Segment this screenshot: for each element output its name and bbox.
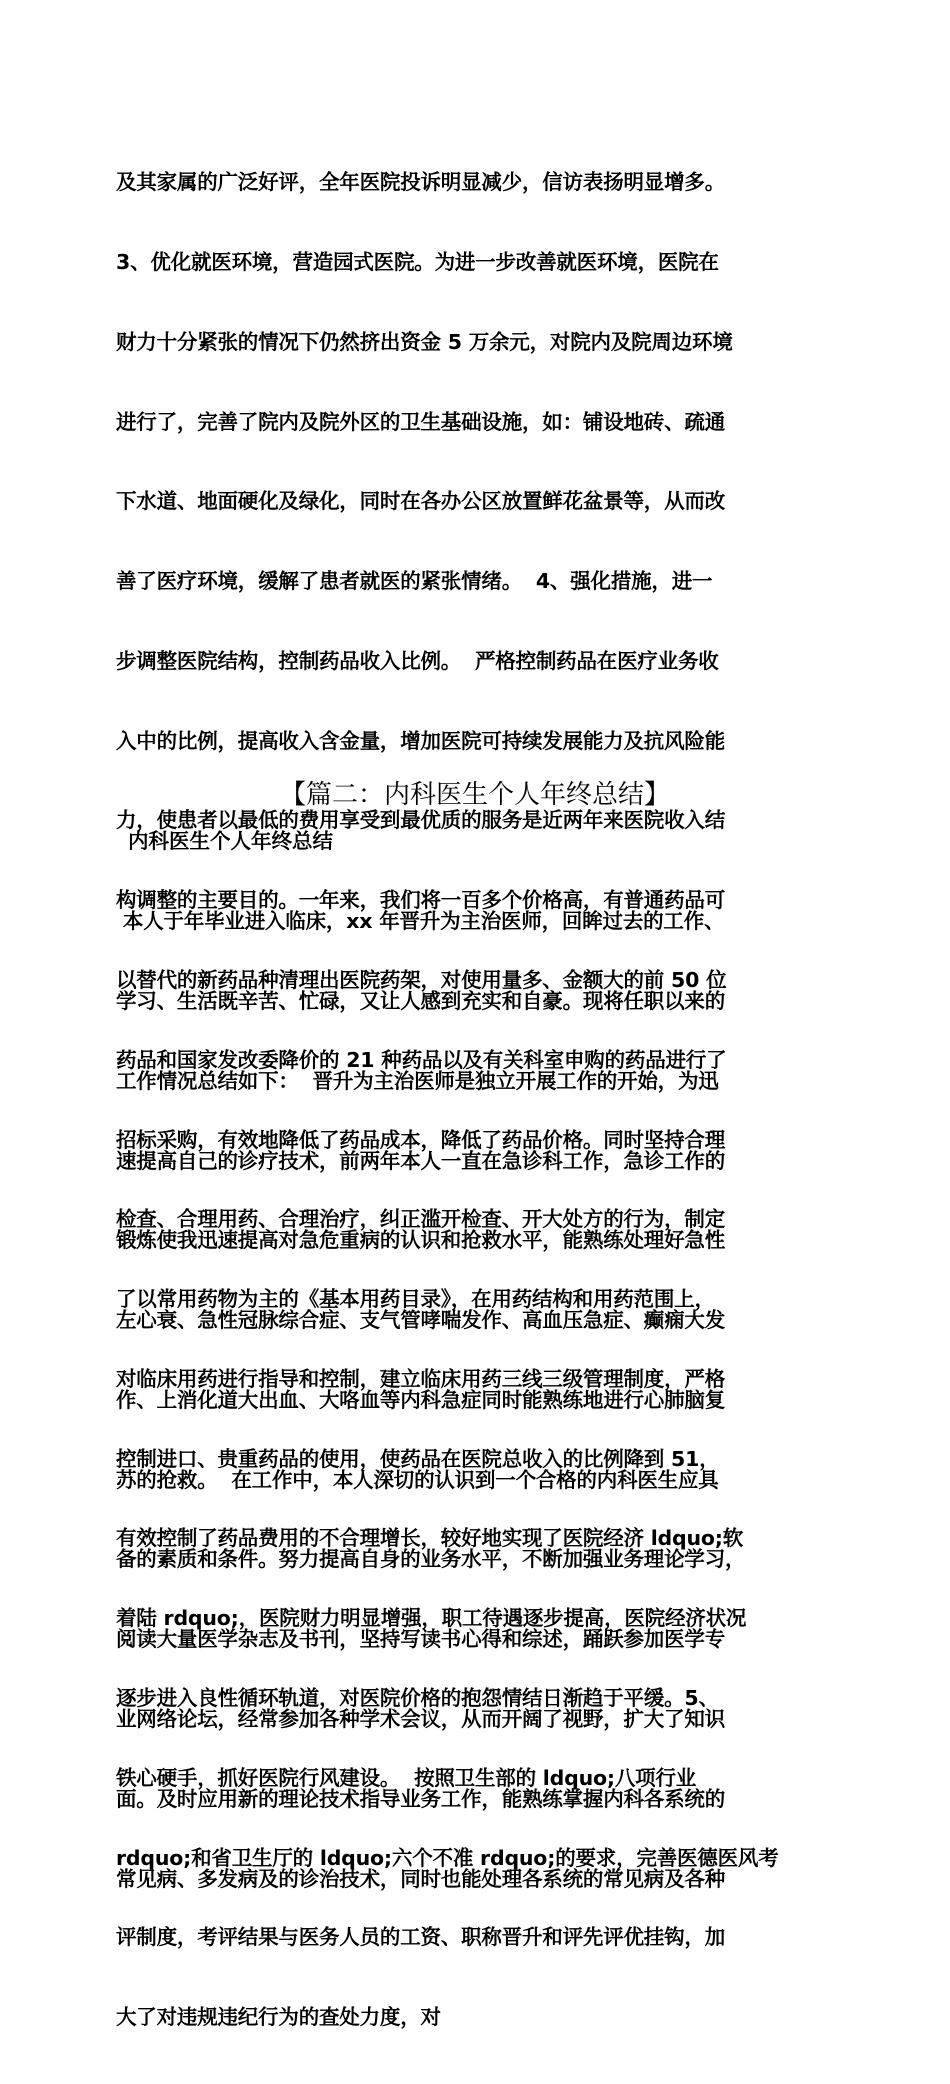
text-line: 备的素质和条件。努力提高自身的业务水平，不断加强业务理论学习， <box>116 1547 746 1572</box>
text-line: 阅读大量医学杂志及书刊，坚持写读书心得和综述，踊跃参加医学专 <box>116 1627 725 1652</box>
text-line: 控制进口、贵重药品的使用，使药品在医院总收入的比例降到 51， <box>116 1446 720 1471</box>
text-line: 招标采购，有效地降低了药品成本，降低了药品价格。同时坚持合理 <box>116 1127 725 1152</box>
text-line: rdquo;和省卫生厅的 ldquo;六个不准 rdquo;的要求，完善医德医风考 <box>116 1845 779 1870</box>
text-line: 常见病、多发病及的诊治技术，同时也能处理各系统的常见病及各种 <box>116 1866 725 1891</box>
text-line: 速提高自己的诊疗技术，前两年本人一直在急诊科工作，急诊工作的 <box>116 1148 725 1173</box>
text-line: 步调整医院结构，控制药品收入比例。 严格控制药品在医疗业务收 <box>116 648 719 673</box>
text-line: 下水道、地面硬化及绿化，同时在各办公区放置鲜花盆景等，从而改 <box>116 489 725 514</box>
text-line: 构调整的主要目的。一年来，我们将一百多个价格高，有普通药品可 <box>116 888 725 913</box>
section-heading: 【篇二：内科医生个人年终总结】 <box>279 780 670 810</box>
text-line: 有效控制了药品费用的不合理增长，较好地实现了医院经济 ldquo;软 <box>116 1526 744 1551</box>
text-line: 入中的比例，提高收入含金量，增加医院可持续发展能力及抗风险能 <box>116 728 725 753</box>
text-line: 学习、生活既辛苦、忙碌，又让人感到充实和自豪。现将任职以来的 <box>116 988 725 1013</box>
text-line: 以替代的新药品种清理出医院药架，对使用量多、金额大的前 50 位 <box>116 968 727 992</box>
text-line: 锻炼使我迅速提高对急危重病的认识和抢救水平，能熟练处理好急性 <box>116 1228 725 1253</box>
text-line: 了以常用药物为主的《基本用药目录》，在用药结构和用药范围上， <box>116 1287 715 1312</box>
body-paragraph <box>116 855 846 1945</box>
text-line: 铁心硬手，抓好医院行风建设。 按照卫生部的 ldquo;八项行业 <box>116 1765 697 1790</box>
text-line: 财力十分紧张的情况下仍然挤出资金 5 万余元，对院内及院周边环境 <box>116 329 733 354</box>
text-line: 着陆 rdquo;，医院财力明显增强，职工待遇逐步提高，医院经济状况 <box>116 1606 747 1631</box>
text-line: 检查、合理用药、合理治疗，纠正滥开检查、开大处方的行为，制定 <box>116 1207 725 1232</box>
text-line: 业网络论坛，经常参加各种学术会议，从而开阔了视野，扩大了知识 <box>116 1707 725 1731</box>
text-line: 善了医疗环境，缓解了患者就医的紧张情绪。 4、强化措施，进一 <box>116 569 713 594</box>
text-line: 工作情况总结如下： 晋升为主治医师是独立开展工作的开始，为迅 <box>116 1068 719 1093</box>
text-line: 大了对违规违纪行为的查处力度，对 <box>116 2005 441 2030</box>
text-line: 药品和国家发改委降价的 21 种药品以及有关科室申购的药品进行了 <box>116 1047 727 1072</box>
text-line: 3、优化就医环境，营造园式医院。为进一步改善就医环境，医院在 <box>116 249 719 274</box>
text-line: 力，使患者以最低的费用享受到最优质的服务是近两年来医院收入结 <box>116 808 725 833</box>
text-line: 面。及时应用新的理论技术指导业务工作，能熟练掌握内科各系统的 <box>116 1786 725 1811</box>
text-line: 本人于年毕业进入临床，xx 年晋升为主治医师，回眸过去的工作、 <box>116 909 725 934</box>
text-line: 逐步进入良性循环轨道，对医院价格的抱怨情结日渐趋于平缓。5、 <box>116 1686 719 1711</box>
text-line: 进行了，完善了院内及院外区的卫生基础设施，如：铺设地砖、疏通 <box>116 409 725 434</box>
text-line: 作、上消化道大出血、大咯血等内科急症同时能熟练地进行心肺脑复 <box>116 1387 725 1412</box>
text-line: 评制度，考评结果与医务人员的工资、职称晋升和评先评优挂钩，加 <box>116 1925 725 1950</box>
text-line: 苏的抢救。 在工作中，本人深切的认识到一个合格的内科医生应具 <box>116 1467 719 1492</box>
text-line: 左心衰、急性冠脉综合症、支气管哮喘发作、高血压急症、癫痫大发 <box>116 1308 725 1333</box>
article-subheading: 内科医生个人年终总结 <box>128 829 333 853</box>
text-line: 及其家属的广泛好评，全年医院投诉明显减少，信访表扬明显增多。 <box>116 170 725 195</box>
text-line: 对临床用药进行指导和控制，建立临床用药三线三级管理制度，严格 <box>116 1366 725 1391</box>
